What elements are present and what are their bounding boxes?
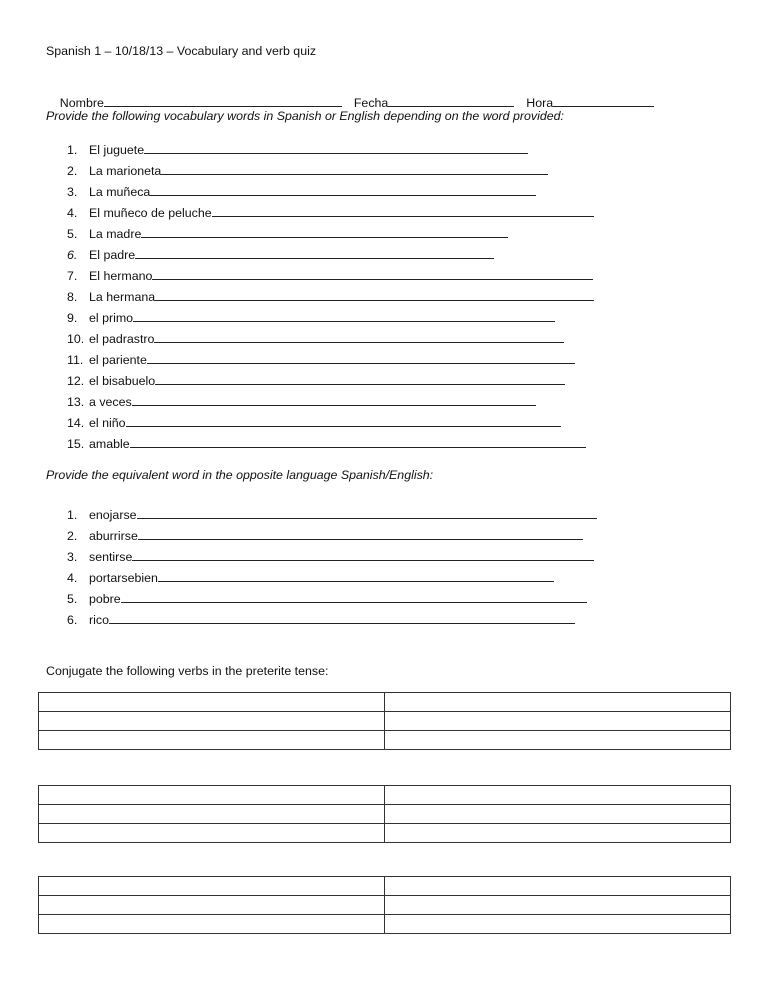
answer-blank[interactable] — [158, 569, 554, 582]
answer-blank[interactable] — [155, 288, 594, 301]
table-cell[interactable] — [39, 786, 385, 805]
list-item: 6. rico — [67, 611, 575, 628]
page-title: Spanish 1 – 10/18/13 – Vocabulary and verb quiz — [46, 44, 317, 58]
answer-blank[interactable] — [152, 267, 593, 280]
list-item: 1. enojarse — [67, 506, 597, 523]
table-cell[interactable] — [39, 731, 385, 750]
answer-blank[interactable] — [212, 204, 594, 217]
conjugation-table-3 — [38, 876, 731, 934]
list-item: 12. el bisabuelo — [67, 372, 565, 389]
list-item: 5. La madre — [67, 225, 508, 242]
answer-blank[interactable] — [161, 162, 548, 175]
table-cell[interactable] — [39, 712, 385, 731]
list-item: 10. el padrastro — [67, 330, 564, 347]
table-cell[interactable] — [385, 805, 731, 824]
answer-blank[interactable] — [144, 141, 528, 154]
list-item: 4. El muñeco de peluche — [67, 204, 594, 221]
answer-blank[interactable] — [121, 590, 587, 603]
section1-instruction: Provide the following vocabulary words in Spanish or English depending on the word provided: — [46, 109, 564, 123]
list-item: 11. el pariente — [67, 351, 575, 368]
list-item: 3. sentirse — [67, 548, 594, 565]
fecha-label: Fecha — [353, 96, 389, 110]
table-cell[interactable] — [39, 915, 385, 934]
answer-blank[interactable] — [132, 393, 536, 406]
list-item: 8. La hermana — [67, 288, 594, 305]
list-item: 14. el niño — [67, 414, 561, 431]
answer-blank[interactable] — [141, 225, 508, 238]
hora-label: Hora — [526, 96, 554, 110]
fecha-field[interactable] — [388, 94, 514, 107]
nombre-label: Nombre — [59, 96, 104, 110]
table-cell[interactable] — [39, 805, 385, 824]
answer-blank[interactable] — [147, 351, 575, 364]
answer-blank[interactable] — [109, 611, 575, 624]
table-cell[interactable] — [39, 896, 385, 915]
answer-blank[interactable] — [130, 435, 586, 448]
list-item: 2. La marioneta — [67, 162, 548, 179]
answer-blank[interactable] — [154, 330, 564, 343]
table-cell[interactable] — [385, 786, 731, 805]
list-item: 2. aburrirse — [67, 527, 583, 544]
table-cell[interactable] — [39, 877, 385, 896]
list-item: 6. El padre — [67, 246, 494, 263]
list-item: 7. El hermano — [67, 267, 593, 284]
table-cell[interactable] — [39, 693, 385, 712]
list-item: 1. El juguete — [67, 141, 528, 158]
table-cell[interactable] — [385, 712, 731, 731]
hora-field[interactable] — [553, 94, 654, 107]
answer-blank[interactable] — [135, 246, 494, 259]
table-cell[interactable] — [385, 693, 731, 712]
table-cell[interactable] — [385, 824, 731, 843]
answer-blank[interactable] — [126, 414, 561, 427]
table-cell[interactable] — [385, 731, 731, 750]
answer-blank[interactable] — [137, 506, 597, 519]
section2-instruction: Provide the equivalent word in the opposite language Spanish/English: — [46, 468, 434, 482]
answer-blank[interactable] — [138, 527, 583, 540]
conjugation-table-1 — [38, 692, 731, 750]
answer-blank[interactable] — [132, 548, 594, 561]
list-item: 13. a veces — [67, 393, 536, 410]
answer-blank[interactable] — [155, 372, 565, 385]
table-cell[interactable] — [385, 896, 731, 915]
list-item: 9. el primo — [67, 309, 555, 326]
list-item: 3. La muñeca — [67, 183, 536, 200]
table-cell[interactable] — [39, 824, 385, 843]
list-item: 15. amable — [67, 435, 586, 452]
section3-instruction: Conjugate the following verbs in the preterite tense: — [46, 664, 329, 678]
answer-blank[interactable] — [150, 183, 536, 196]
list-item: 4. portarsebien — [67, 569, 554, 586]
table-cell[interactable] — [385, 877, 731, 896]
conjugation-table-2 — [38, 785, 731, 843]
nombre-field[interactable] — [104, 94, 342, 107]
list-item: 5. pobre — [67, 590, 587, 607]
answer-blank[interactable] — [133, 309, 555, 322]
table-cell[interactable] — [385, 915, 731, 934]
